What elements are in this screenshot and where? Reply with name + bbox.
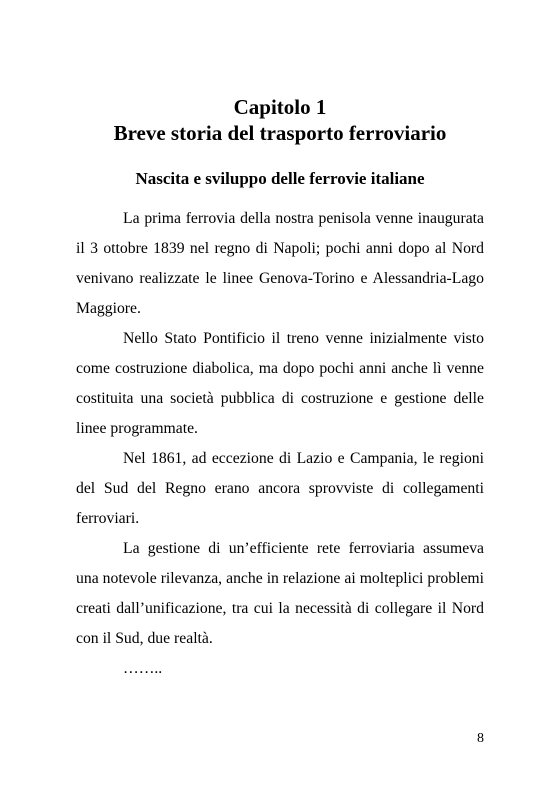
chapter-number: Capitolo 1 bbox=[233, 95, 327, 119]
body-text bbox=[76, 204, 484, 684]
paragraph: Nel 1861, ad eccezione di Lazio e Campania, le regioni del Sud del Regno erano ancora sprovviste di collegamenti ferroviari. bbox=[76, 450, 484, 527]
chapter-title: Breve storia del trasporto ferroviario bbox=[113, 121, 447, 145]
paragraph: La prima ferrovia della nostra penisola venne inaugurata il 3 ottobre 1839 nel regno di Napoli; pochi anni dopo al Nord venivano realizzate le linee Genova-Torino e Alessandria-Lago Maggiore. bbox=[76, 210, 484, 317]
paragraph: Nello Stato Pontificio il treno venne inizialmente visto come costruzione diabolica, ma dopo pochi anni anche lì venne costituita una società pubblica di costruzione e gestione delle linee programmate. bbox=[76, 330, 484, 437]
page-number: 8 bbox=[477, 731, 484, 746]
paragraph: La gestione di un’efficiente rete ferroviaria assumeva una notevole rilevanza, anche in relazione ai molteplici problemi creati dall’unificazione, tra cui la necessità di collegare il Nord con il Sud, due realtà. bbox=[76, 540, 484, 647]
section-title: Nascita e sviluppo delle ferrovie italiane bbox=[135, 169, 425, 188]
ellipsis: …….. bbox=[123, 660, 163, 677]
